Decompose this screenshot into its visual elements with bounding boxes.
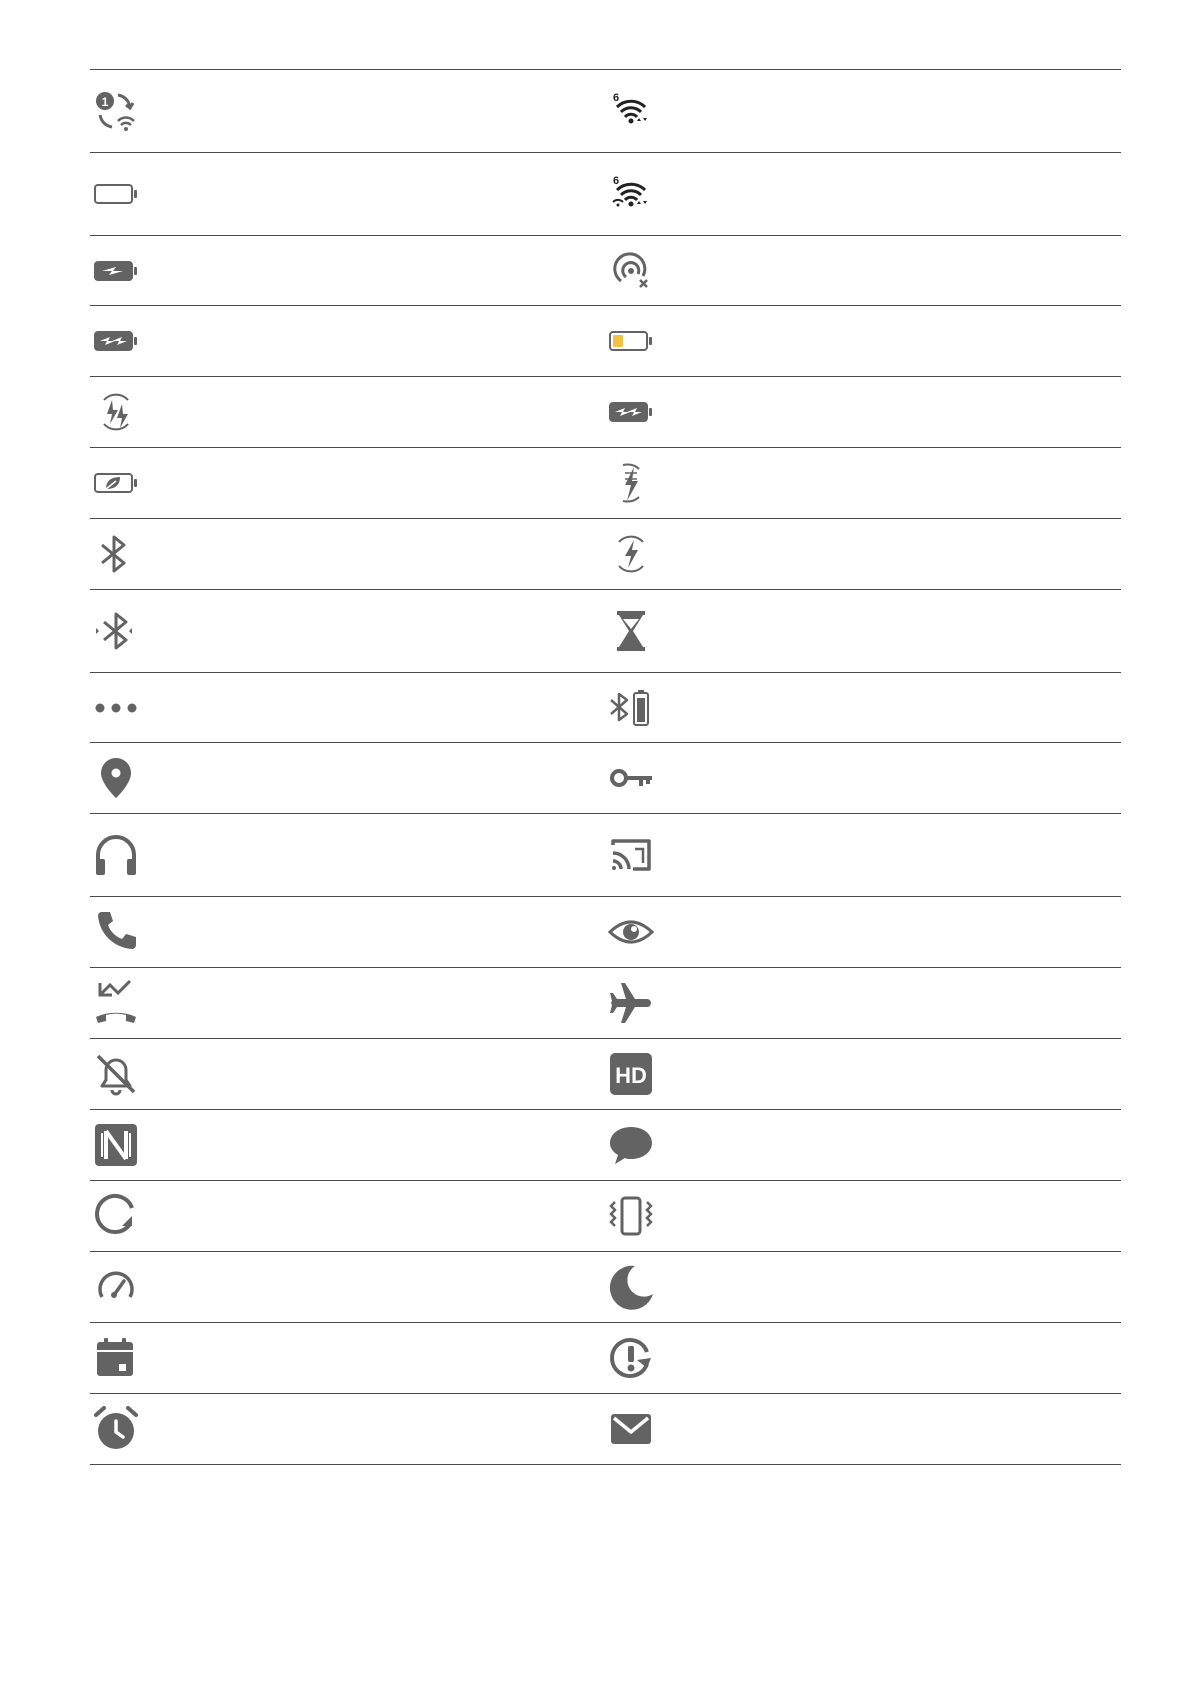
power-saving-mode-icon (92, 459, 140, 507)
table-cell (605, 897, 1120, 967)
battery-super-charging-icon (92, 317, 140, 365)
table-cell (90, 814, 605, 896)
table-cell (605, 306, 1120, 376)
table-cell (605, 519, 1120, 589)
svg-text:HD: HD (615, 1063, 647, 1088)
table-cell (605, 1110, 1120, 1180)
bluetooth-connected-icon (92, 607, 140, 655)
table-cell (605, 968, 1120, 1038)
table-row (90, 519, 1121, 590)
eye-comfort-icon (607, 908, 655, 956)
alarm-icon (92, 1405, 140, 1453)
airplane-mode-icon (607, 979, 655, 1027)
table-cell (605, 1394, 1120, 1464)
missed-call-icon (92, 979, 140, 1027)
table-cell (605, 1181, 1120, 1251)
vpn-key-icon (607, 754, 655, 802)
table-cell (605, 743, 1120, 813)
battery-super-charging-alt-icon (607, 388, 655, 436)
table-cell (605, 590, 1120, 672)
table-row (90, 1110, 1121, 1181)
wireless-fast-charging-icon (607, 459, 655, 507)
table-cell (90, 897, 605, 967)
table-row (90, 897, 1121, 968)
vibration-mode-icon (607, 1192, 655, 1240)
table-row (90, 1323, 1121, 1394)
performance-mode-icon (92, 1263, 140, 1311)
svg-text:6: 6 (613, 175, 620, 187)
table-cell (605, 236, 1120, 305)
dual-sim-wifi-call-icon (92, 87, 140, 135)
table-cell (90, 1323, 605, 1393)
table-cell (90, 590, 605, 672)
bluetooth-icon (92, 530, 140, 578)
battery-empty-icon (92, 170, 140, 218)
screen-cast-icon (607, 831, 655, 879)
table-cell (90, 1252, 605, 1322)
table-row (90, 590, 1121, 673)
table-cell (605, 673, 1120, 742)
table-cell (605, 377, 1120, 447)
table-row (90, 743, 1121, 814)
svg-text:6: 6 (613, 92, 620, 104)
svg-text:1: 1 (101, 95, 109, 109)
table-cell (90, 448, 605, 518)
nfc-icon (92, 1121, 140, 1169)
table-cell (90, 70, 605, 152)
do-not-disturb-icon (607, 1263, 655, 1311)
location-icon (92, 754, 140, 802)
new-email-icon (607, 1405, 655, 1453)
battery-low-icon (607, 317, 655, 365)
table-cell (90, 968, 605, 1038)
table-row (90, 236, 1121, 306)
wireless-super-charging-icon (92, 388, 140, 436)
table-cell (90, 377, 605, 447)
wifi-6-icon (607, 87, 655, 135)
hotspot-disconnected-icon (607, 247, 655, 295)
more-notifications-icon (92, 684, 140, 732)
wireless-charging-icon (607, 530, 655, 578)
sync-failed-icon (607, 1334, 655, 1382)
table-cell (90, 673, 605, 742)
headset-icon (92, 831, 140, 879)
hourglass-icon (607, 607, 655, 655)
table-cell (605, 1039, 1120, 1109)
table-row (90, 1039, 1121, 1110)
table-cell (90, 743, 605, 813)
status-icons-table (90, 69, 1121, 1465)
table-row (90, 448, 1121, 519)
table-row (90, 814, 1121, 897)
table-cell (90, 1110, 605, 1180)
table-cell (605, 1252, 1120, 1322)
new-message-icon (607, 1121, 655, 1169)
table-cell (90, 519, 605, 589)
table-row (90, 69, 1121, 153)
table-cell (90, 306, 605, 376)
syncing-icon (92, 1192, 140, 1240)
table-row (90, 153, 1121, 236)
call-icon (92, 908, 140, 956)
table-cell (605, 448, 1120, 518)
table-cell (605, 814, 1120, 896)
table-row (90, 306, 1121, 377)
table-row (90, 1181, 1121, 1252)
table-cell (90, 236, 605, 305)
battery-charging-icon (92, 247, 140, 295)
table-row (90, 1252, 1121, 1323)
silent-mode-icon (92, 1050, 140, 1098)
table-cell (605, 1323, 1120, 1393)
table-cell (605, 70, 1120, 152)
table-cell (90, 1039, 605, 1109)
table-cell (90, 1181, 605, 1251)
table-cell (90, 153, 605, 235)
table-row (90, 968, 1121, 1039)
hd-icon (607, 1050, 655, 1098)
table-row (90, 673, 1121, 743)
table-row (90, 1394, 1121, 1465)
table-cell (90, 1394, 605, 1464)
table-cell (605, 153, 1120, 235)
bluetooth-battery-icon (607, 684, 655, 732)
table-row (90, 377, 1121, 448)
wifi-6-network-error-icon (607, 170, 655, 218)
calendar-event-icon (92, 1334, 140, 1382)
